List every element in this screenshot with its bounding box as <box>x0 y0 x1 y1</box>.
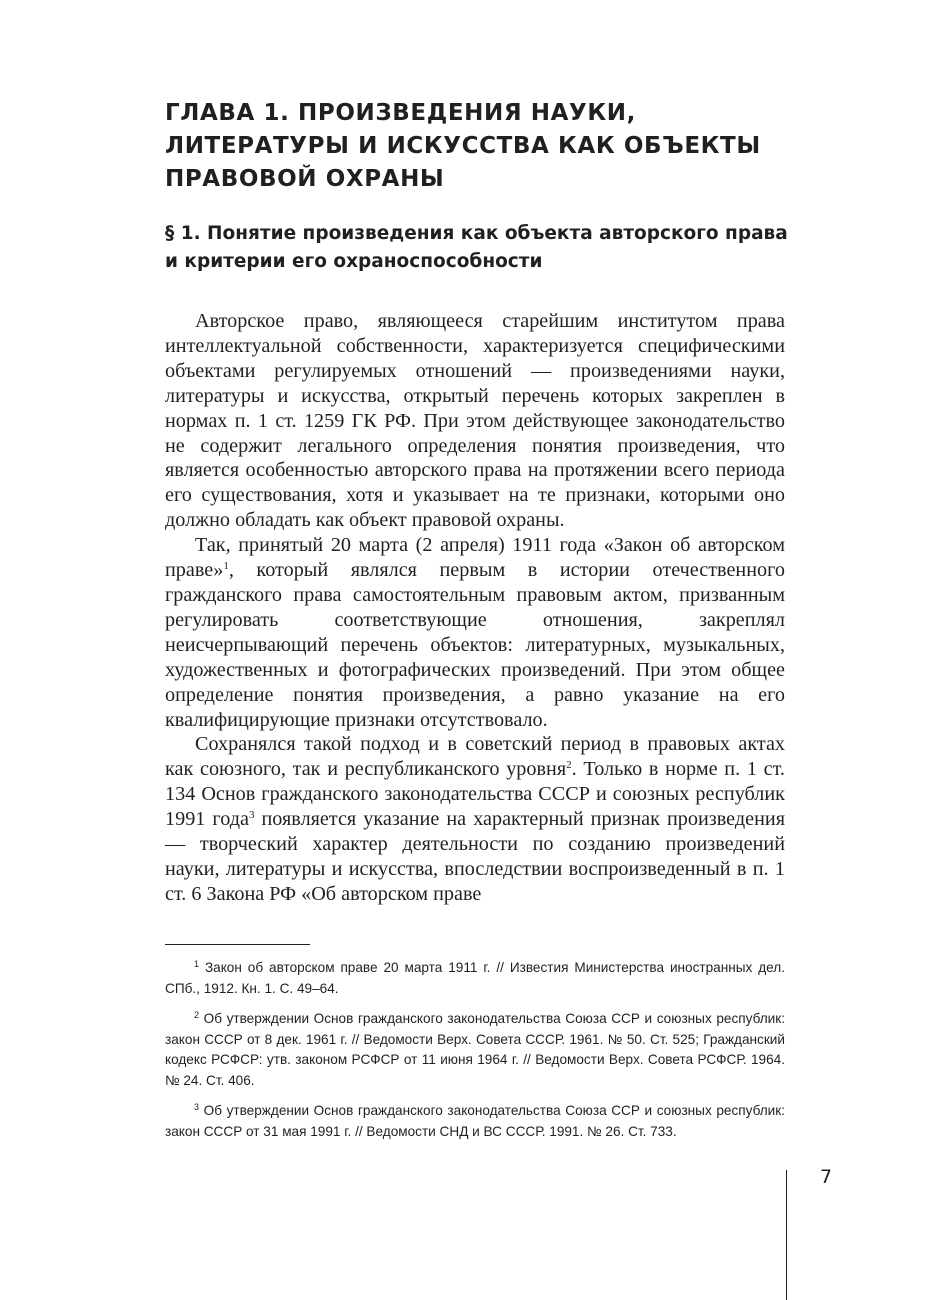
footnote-2-text: Об утверждении Основ гражданского законодательства Союза ССР и союзных республик: закон СССР от 8 дек. 1961 г. // Ведомости Верх. Совета СССР. 1961. № 50. Ст. 525; Гражданский кодекс РСФСР: утв. законом РСФСР от 11 июня 1964 г. // Ведомости Верх. Совета РСФСР. 1964. № 24. Ст. 406. <box>165 1011 786 1088</box>
footnote-ref-2[interactable]: 2 <box>566 759 572 772</box>
footnote-1-number: 1 <box>194 959 200 969</box>
paragraph-3 <box>165 732 785 906</box>
chapter-title: ГЛАВА 1. ПРОИЗВЕДЕНИЯ НАУКИ, ЛИТЕРАТУРЫ И ИСКУССТВА КАК ОБЪЕКТЫ ПРАВОВОЙ ОХРАНЫ <box>165 100 761 192</box>
paragraph-2 <box>165 533 785 732</box>
paragraph-1: Авторское право, являющееся старейшим институтом права интеллектуальной собственности, характеризуется специфическими объектами регулируемых отношений — произведениями науки, литературы и искусства, открытый перечень которых закреплен в нормах п. 1 ст. 1259 ГК РФ. При этом действующее законодательство не содержит легального определения понятия произведения, что является особенностью авторского права на протяжении всего периода его существования, хотя и указывает на те признаки, которыми оно должно обладать как объект правовой охраны. <box>165 310 785 532</box>
footnote-ref-3[interactable]: 3 <box>248 809 255 822</box>
body-text <box>165 309 785 907</box>
footnote-2-number: 2 <box>194 1010 200 1020</box>
footnote-1 <box>165 958 785 999</box>
paragraph-2-text-a: Так, принятый 20 марта (2 апреля) 1911 года «Закон об авторском праве» <box>165 534 785 582</box>
paragraph-3-text-c: появляется указание на характерный признак произведения — творческий характер деятельности по созданию произведений науки, литературы и искусства, впоследствии воспроизведенный в п. 1 ст. 6 Закона РФ «Об авторском праве <box>165 808 785 905</box>
footnotes <box>165 958 785 1152</box>
page-number: 7 <box>820 1166 833 1188</box>
paragraph-3-text-b: . Только в норме п. 1 ст. 134 Основ гражданского законодательства СССР и союзных республик 1991 года <box>165 758 785 831</box>
footnote-2 <box>165 1009 785 1091</box>
paragraph-3-text-a: Сохранялся такой подход и в советский период в правовых актах как союзного, так и республиканского уровня <box>165 733 785 781</box>
page-number-rule <box>786 1170 787 1300</box>
section-title: § 1. Понятие произведения как объекта авторского права и критерии его охраноспособности <box>165 223 788 272</box>
paragraph-2-text-b: , который являлся первым в истории отечественного гражданского права самостоятельным правовым актом, призванным регулировать соответствующие отношения, закреплял неисчерпывающий перечень объектов: литературных, музыкальных, художественных и фотографических произведений. При этом общее определение понятия произведения, а равно указание на его квалифицирующие признаки отсутствовало. <box>165 559 785 731</box>
footnote-ref-1[interactable]: 1 <box>223 560 229 573</box>
footnote-3-text: Об утверждении Основ гражданского законодательства Союза ССР и союзных республик: закон СССР от 31 мая 1991 г. // Ведомости СНД и ВС СССР. 1991. № 26. Ст. 733. <box>165 1103 786 1139</box>
footnote-1-text: Закон об авторском праве 20 марта 1911 г. // Известия Министерства иностранных дел. СПб., 1912. Кн. 1. С. 49–64. <box>165 960 785 996</box>
footnote-separator <box>165 944 310 945</box>
footnote-3-number: 3 <box>194 1102 200 1112</box>
footnote-3 <box>165 1101 785 1142</box>
